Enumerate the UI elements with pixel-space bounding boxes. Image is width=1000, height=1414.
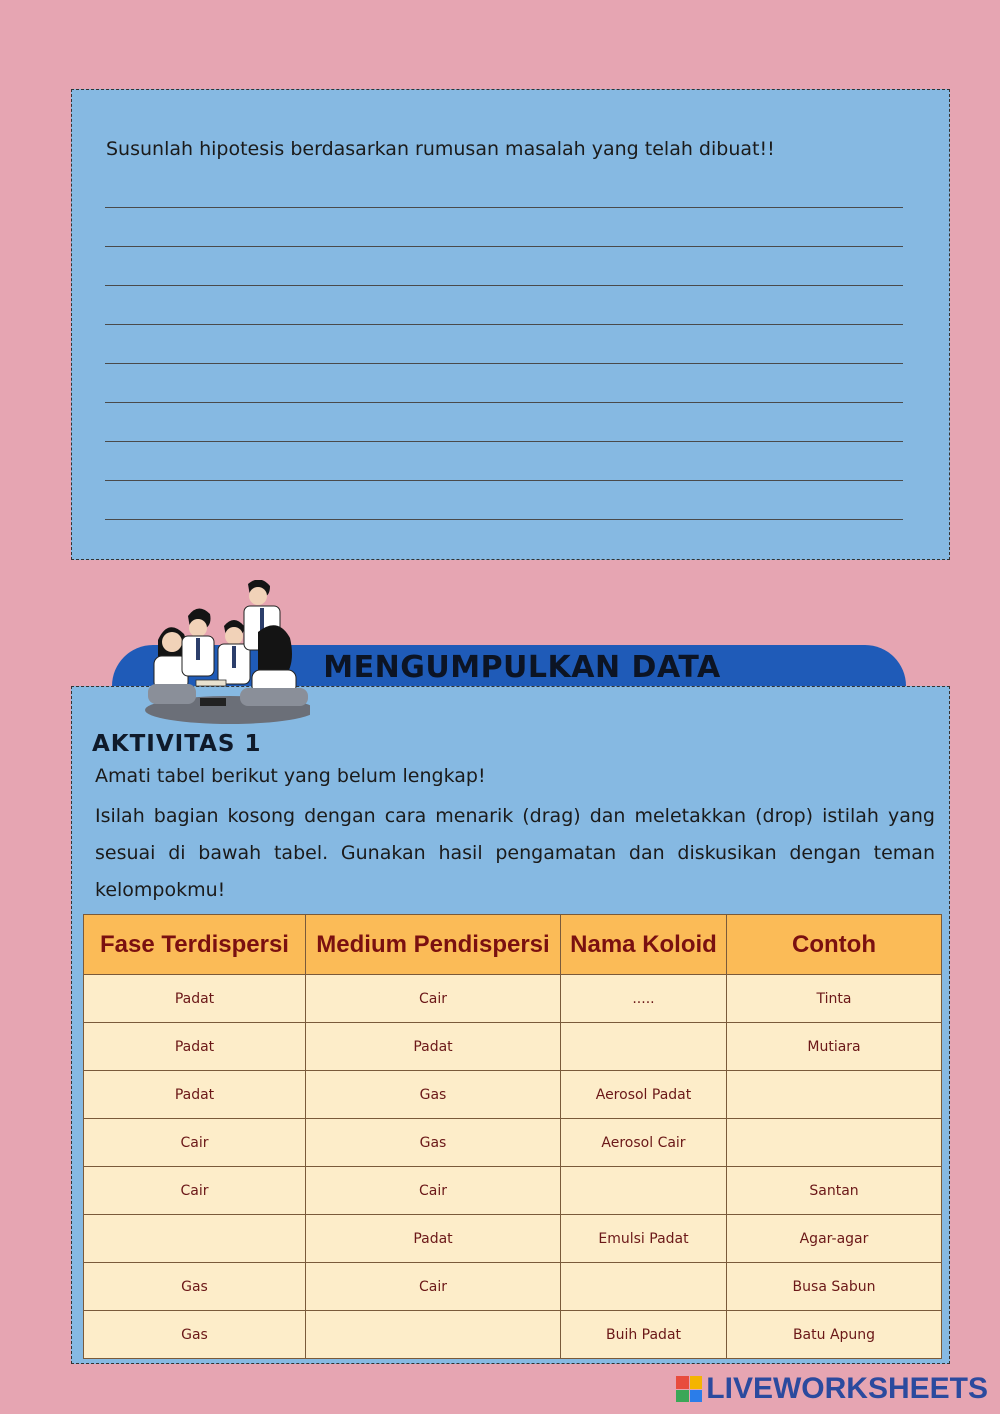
cell-dispersed-phase: Padat [84, 1071, 306, 1119]
cell-colloid-name[interactable]: ..... [561, 975, 727, 1023]
answer-line[interactable] [105, 480, 903, 481]
cell-example: Santan [727, 1167, 942, 1215]
hypothesis-prompt: Susunlah hipotesis berdasarkan rumusan masalah yang telah dibuat!! [106, 138, 775, 160]
cell-colloid-name: Aerosol Cair [561, 1119, 727, 1167]
cell-dispersion-medium: Padat [306, 1215, 561, 1263]
liveworksheets-logo-icon [676, 1376, 702, 1402]
cell-dispersed-phase: Gas [84, 1311, 306, 1359]
cell-example: Busa Sabun [727, 1263, 942, 1311]
cell-dispersion-medium: Padat [306, 1023, 561, 1071]
answer-line[interactable] [105, 363, 903, 364]
answer-line[interactable] [105, 246, 903, 247]
cell-example: Tinta [727, 975, 942, 1023]
table-header-row [84, 915, 942, 975]
activity-title: AKTIVITAS 1 [92, 731, 262, 757]
table-row [84, 1167, 942, 1215]
data-collecting-box [71, 686, 950, 1364]
cell-example[interactable] [727, 1119, 942, 1167]
cell-colloid-name[interactable] [561, 1167, 727, 1215]
cell-colloid-name: Aerosol Padat [561, 1071, 727, 1119]
cell-example[interactable] [727, 1071, 942, 1119]
answer-line[interactable] [105, 441, 903, 442]
cell-dispersion-medium: Cair [306, 975, 561, 1023]
section-title-line1: MENGUMPULKAN DATA [323, 650, 721, 685]
cell-example: Agar-agar [727, 1215, 942, 1263]
cell-dispersion-medium[interactable] [306, 1311, 561, 1359]
table-row [84, 1071, 942, 1119]
cell-colloid-name[interactable] [561, 1263, 727, 1311]
cell-colloid-name[interactable] [561, 1023, 727, 1071]
cell-dispersed-phase: Gas [84, 1263, 306, 1311]
answer-line[interactable] [105, 324, 903, 325]
answer-line[interactable] [105, 519, 903, 520]
header-example: Contoh [727, 915, 942, 975]
table-row [84, 1263, 942, 1311]
cell-dispersion-medium: Cair [306, 1263, 561, 1311]
table-row [84, 975, 942, 1023]
students-illustration [140, 580, 310, 730]
instruction-observe: Amati tabel berikut yang belum lengkap! [95, 765, 486, 787]
cell-colloid-name: Buih Padat [561, 1311, 727, 1359]
header-dispersed-phase: Fase Terdispersi [84, 915, 306, 975]
cell-colloid-name: Emulsi Padat [561, 1215, 727, 1263]
cell-dispersed-phase: Padat [84, 1023, 306, 1071]
cell-dispersed-phase: Cair [84, 1167, 306, 1215]
brand-name: LIVEWORKSHEETS [706, 1372, 988, 1405]
cell-dispersion-medium: Cair [306, 1167, 561, 1215]
header-dispersion-medium: Medium Pendispersi [306, 915, 561, 975]
answer-line[interactable] [105, 402, 903, 403]
table-row [84, 1023, 942, 1071]
table-row [84, 1119, 942, 1167]
hypothesis-box [71, 89, 950, 560]
answer-line[interactable] [105, 285, 903, 286]
table-row [84, 1215, 942, 1263]
cell-dispersed-phase: Padat [84, 975, 306, 1023]
answer-line[interactable] [105, 207, 903, 208]
cell-dispersed-phase: Cair [84, 1119, 306, 1167]
cell-dispersion-medium: Gas [306, 1071, 561, 1119]
cell-dispersed-phase[interactable] [84, 1215, 306, 1263]
cell-example: Batu Apung [727, 1311, 942, 1359]
liveworksheets-brand[interactable] [676, 1372, 988, 1406]
table-row [84, 1311, 942, 1359]
colloid-table [83, 914, 942, 1359]
cell-dispersion-medium: Gas [306, 1119, 561, 1167]
header-colloid-name: Nama Koloid [561, 915, 727, 975]
instruction-drag-drop: Isilah bagian kosong dengan cara menarik (drag) dan meletakkan (drop) istilah yang sesuai di bawah tabel. Gunakan hasil pengamatan dan diskusikan dengan teman kelompokmu! [95, 805, 935, 901]
cell-example: Mutiara [727, 1023, 942, 1071]
